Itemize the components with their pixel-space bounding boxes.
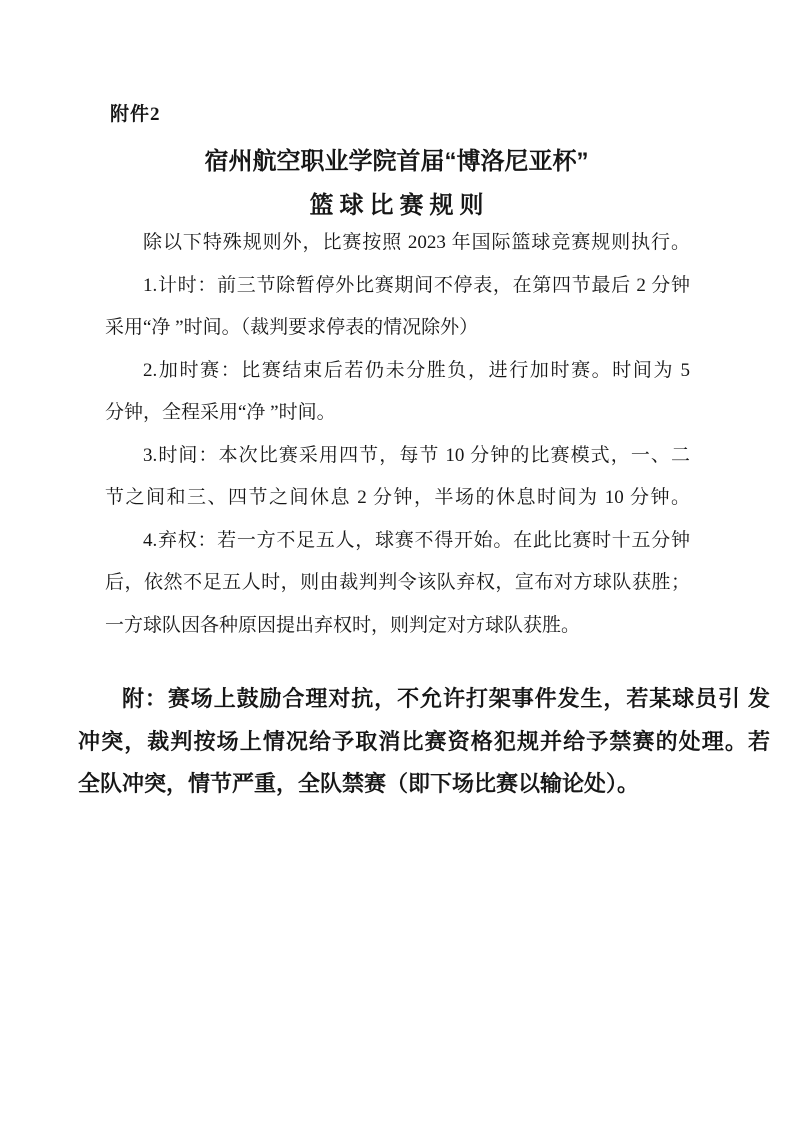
text-line: 冲突，裁判按场上情况给予取消比赛资格犯规并给予禁赛的处理。若: [78, 728, 770, 754]
text-line: 3.时间：本次比赛采用四节，每节 10 分钟的比赛模式，一、二: [143, 444, 690, 466]
document-body: [105, 222, 690, 647]
text-line: 采用“净 ”时间。（裁判要求停表的情况除外）: [105, 317, 479, 338]
text-line: 除以下特殊规则外，比赛按照 2023 年国际篮球竞赛规则执行。: [143, 232, 690, 253]
text-line: 4.弃权：若一方不足五人，球赛不得开始。在此比赛时十五分钟: [143, 529, 690, 551]
text-line: 2.加时赛：比赛结束后若仍未分胜负，进行加时赛。时间为 5: [143, 359, 690, 381]
text-line: 后，依然不足五人时，则由裁判判令该队弃权，宣布对方球队获胜；: [105, 572, 690, 593]
paragraph-note: [78, 678, 770, 806]
text-line: 1.计时：前三节除暂停外比赛期间不停表，在第四节最后 2 分钟: [143, 274, 690, 296]
document-title-line1: 宿州航空职业学院首届“博洛尼亚杯”: [204, 148, 589, 175]
paragraph-rule-2-overtime: [105, 350, 690, 435]
paragraph-intro: [105, 222, 690, 265]
attachment-label: 附件2: [110, 104, 161, 125]
paragraph-rule-3-time: [105, 435, 690, 520]
document-title-line2: 篮球比赛规则: [309, 192, 490, 219]
text-line: 附：赛场上鼓励合理对抗，不允许打架事件发生，若某球员引 发: [122, 686, 770, 711]
text-line: 全队冲突，情节严重，全队禁赛（即下场比赛以输论处）。: [78, 771, 640, 796]
document-note: [78, 678, 770, 806]
text-line: 一方球队因各种原因提出弃权时，则判定对方球队获胜。: [105, 614, 581, 636]
text-line: 分钟，全程采用“净 ”时间。: [105, 402, 336, 423]
paragraph-rule-4-forfeit: [105, 520, 690, 648]
paragraph-rule-1-timing: [105, 265, 690, 350]
text-line: 节之间和三、四节之间休息 2 分钟，半场的休息时间为 10 分钟。: [105, 487, 690, 508]
